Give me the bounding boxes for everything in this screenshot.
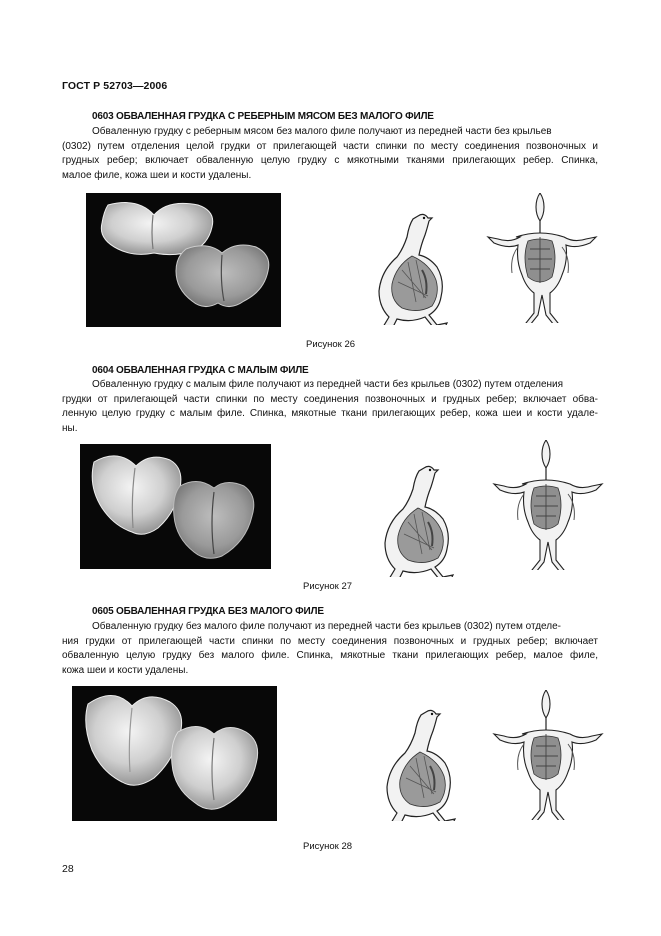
section-text-0604 [62, 378, 598, 436]
figure-caption-28: Рисунок 28 [303, 841, 353, 852]
text-line: кожа шеи и кости удалены. [62, 664, 189, 676]
figure-caption-27: Рисунок 27 [303, 581, 353, 592]
breast-fillet-photo-27 [80, 444, 271, 569]
section-title-0605: 0605 ОБВАЛЕННАЯ ГРУДКА БЕЗ МАЛОГО ФИЛЕ [92, 606, 324, 617]
bird-side-diagram-28 [368, 706, 478, 821]
page-number: 28 [62, 863, 74, 875]
bird-side-diagram-26 [360, 210, 470, 325]
breast-fillet-photo-26 [86, 193, 281, 327]
text-line: обваленную целую грудку без малого филе. Спинка, мякотные ткани прилегающих ребер, малое филе, [62, 650, 598, 661]
text-line: грудки от прилегающей части спинки по месту соединения позвоночных и грудных ребер; включает обва- [62, 393, 598, 405]
text-line: Обваленную грудку с малым филе получают из передней части без крыльев (0302) путем отделения [92, 379, 564, 390]
text-line: ния грудки от прилегающей части спинки по месту соединения позвоночных и грудных ребер; включает [62, 635, 598, 647]
document-header: ГОСТ Р 52703—2006 [62, 80, 168, 92]
text-line: (0302) путем отделения целой грудки от прилегающей части спинки по месту соединения позвоночных и [62, 140, 598, 152]
bird-front-diagram-28 [484, 690, 612, 820]
bird-side-diagram-27 [366, 462, 476, 577]
section-title-0603: 0603 ОБВАЛЕННАЯ ГРУДКА С РЕБЕРНЫМ МЯСОМ БЕЗ МАЛОГО ФИЛЕ [92, 111, 434, 122]
text-line: Обваленную грудку с реберным мясом без малого филе получают из передней части без крыльев [92, 126, 552, 137]
bird-front-diagram-27 [484, 440, 612, 570]
section-title-0604: 0604 ОБВАЛЕННАЯ ГРУДКА С МАЛЫМ ФИЛЕ [92, 365, 309, 376]
figure-caption-26: Рисунок 26 [306, 339, 356, 350]
breast-fillet-photo-28 [72, 686, 277, 821]
bird-front-diagram-26 [478, 193, 606, 323]
section-text-0605 [62, 620, 598, 678]
text-line: Обваленную грудку без малого филе получают из передней части без крыльев (0302) путем отделе- [92, 621, 562, 632]
text-line: ленную целую грудку с малым филе. Спинка, мякотные ткани прилегающих ребер, кожа шеи и кости удале- [62, 408, 598, 419]
section-text-0603 [62, 125, 598, 183]
text-line: грудных ребер; включает обваленную целую грудку с мякотными тканями прилегающих ребер. Спинка, [62, 155, 598, 166]
text-line: малое филе, кожа шеи и кости удалены. [62, 169, 252, 181]
text-line: ны. [62, 422, 78, 434]
